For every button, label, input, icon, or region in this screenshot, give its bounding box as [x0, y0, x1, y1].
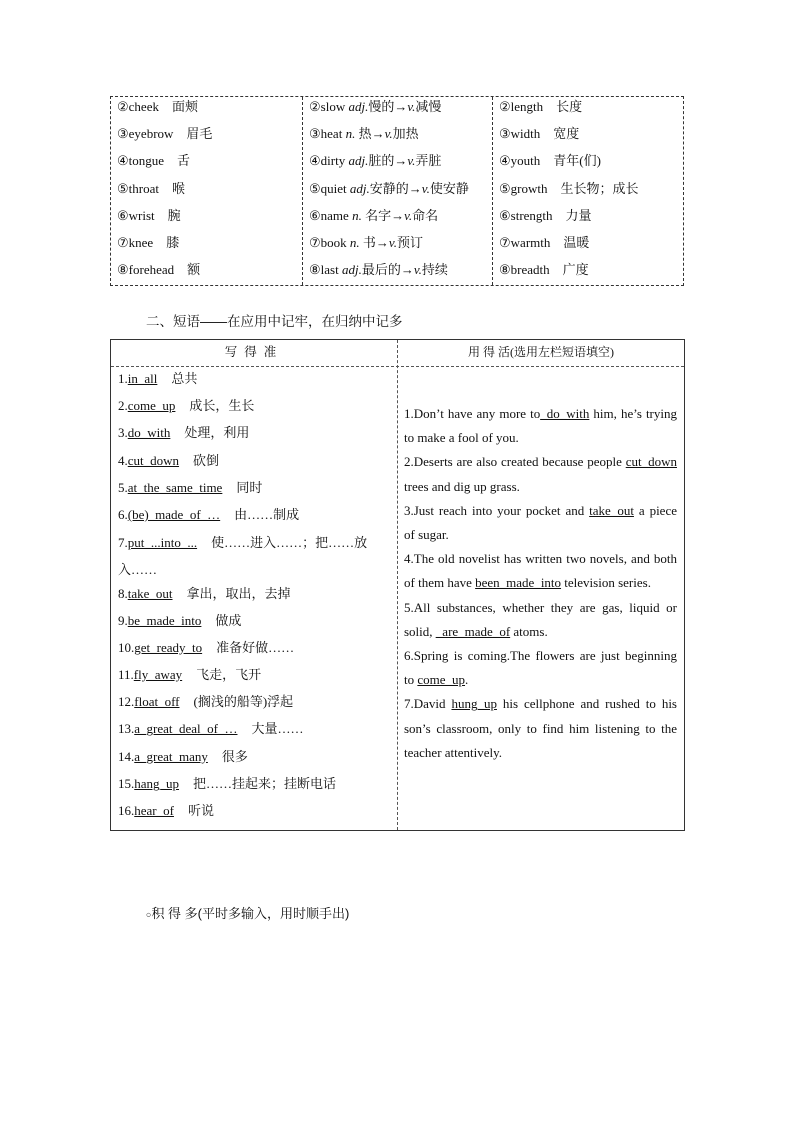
phrase-answer: a_great_deal_of_…: [134, 721, 238, 737]
phrase-number: 8.: [118, 585, 128, 601]
phrase-meaning: 听说: [187, 803, 214, 819]
vocab-box: [110, 96, 684, 286]
vocab-item: ②cheek 面颊: [117, 99, 198, 114]
phrase-number: 15.: [118, 775, 135, 791]
vocab-item: ⑥wrist 腕: [117, 207, 181, 223]
phrase-answer: be_made_into: [127, 612, 202, 628]
phrase-meaning: 成长，生长: [189, 398, 255, 414]
exercise-text: atoms.: [510, 623, 548, 639]
phrase-item: [118, 423, 390, 450]
column-divider: [397, 340, 398, 830]
phrase-item: [118, 801, 390, 828]
phrase-number: 4.: [118, 452, 128, 468]
exercise-text: a piece of sugar.: [404, 502, 677, 543]
exercise-text: 5.All substances, whether they are gas, liquid or solid,: [404, 599, 677, 639]
phrase-answer: put_...into_...: [127, 535, 198, 551]
footer-note: [146, 903, 349, 922]
phrase-meaning: 同时: [236, 479, 263, 495]
vocab-item: ⑦warmth 温暖: [499, 234, 590, 250]
vocab-item: ⑥strength 力量: [499, 207, 592, 223]
exercise-text: television series.: [561, 575, 651, 591]
phrase-meaning: 大量……: [251, 721, 304, 737]
vocab-column-nouns: [493, 97, 683, 285]
exercise-answer: hung_up: [451, 696, 497, 712]
phrase-answer: at_the_same_time: [127, 479, 223, 495]
phrase-list: [118, 369, 390, 828]
phrase-answer: get_ready_to: [134, 639, 203, 655]
exercise-answer: come_up: [417, 672, 466, 688]
exercise-sentence: [404, 450, 677, 498]
exercise-answer: been_made_into: [475, 575, 562, 591]
phrase-number: 14.: [118, 748, 135, 764]
phrase-answer: take_out: [127, 585, 173, 601]
phrase-meaning: 砍倒: [193, 452, 220, 468]
exercise-text: 7.David: [404, 696, 452, 712]
exercise-text: 2.Deserts are also created because people: [404, 454, 626, 470]
exercise-answer: _are_made_of: [435, 623, 511, 639]
phrase-answer: come_up: [127, 398, 176, 414]
phrase-item: [118, 665, 390, 692]
vocab-item: ③eyebrow 眉毛: [117, 126, 213, 142]
vocab-item: ③width 宽度: [499, 126, 580, 142]
phrase-answer: float_off: [134, 694, 180, 710]
phrase-item: [118, 719, 390, 746]
phrase-item: [118, 396, 390, 423]
phrase-item: [118, 692, 390, 719]
phrase-item: [118, 611, 390, 638]
exercise-sentence: [404, 644, 677, 692]
vocab-item: ⑧last adj.最后的→v.持续: [309, 262, 448, 278]
phrase-meaning: 拿出，取出，去掉: [186, 585, 291, 601]
vocab-column-word-formation: [303, 97, 493, 285]
phrase-number: 16.: [118, 803, 135, 819]
exercise-sentence: [404, 692, 677, 765]
vocab-item: ⑤growth 生长物；成长: [499, 180, 639, 196]
section-title: 二、短语——在应用中记牢，在归纳中记多: [146, 314, 403, 329]
phrase-answer: (be)_made_of_…: [127, 506, 221, 522]
phrase-answer: do_with: [127, 425, 171, 441]
phrase-number: 5.: [118, 479, 128, 495]
vocab-item: ②length 长度: [499, 99, 583, 114]
exercise-text: him, he’s trying to make a fool of you.: [404, 406, 677, 446]
header-write-accurately: 写得准: [224, 345, 284, 359]
phrase-item: [118, 638, 390, 665]
exercise-sentence: [404, 499, 677, 547]
phrase-meaning: 飞走，飞开: [196, 667, 262, 683]
exercise-text: .: [465, 672, 469, 688]
exercise-answer: take_out: [589, 502, 634, 518]
phrase-number: 11.: [118, 667, 134, 683]
phrase-answer: cut_down: [127, 452, 180, 468]
phrase-meaning: 使……进入……；把……放入……: [118, 535, 368, 578]
phrase-meaning: 做成: [215, 612, 242, 628]
phrase-meaning: 把……挂起来；挂断电话: [193, 775, 337, 791]
phrase-meaning: 由……制成: [234, 506, 300, 522]
phrase-answer: fly_away: [133, 667, 183, 683]
phrase-meaning: 准备好做……: [216, 639, 295, 655]
phrase-meaning: 处理，利用: [184, 425, 250, 441]
exercise-sentence: [404, 402, 677, 450]
circle-bullet-icon: ○: [146, 909, 152, 920]
vocab-item: ⑧breadth 广度: [499, 262, 589, 278]
phrase-number: 7.: [118, 535, 128, 551]
exercise-sentence: [404, 596, 677, 644]
phrase-item: [118, 529, 390, 583]
header-use-flexibly: 用 得 活(选用左栏短语填空): [468, 345, 614, 359]
exercise-text: 4.The old novelist has written two novels, and both of them have: [404, 551, 677, 591]
vocab-item: ⑦knee 膝: [117, 234, 180, 250]
phrase-answer: in_all: [127, 371, 158, 386]
phrase-number: 12.: [118, 694, 135, 710]
vocab-item: ④youth 青年(们): [499, 153, 601, 169]
phrase-item: [118, 451, 390, 478]
footer-text: 积 得 多(平时多输入，用时顺手出): [151, 906, 350, 921]
phrase-number: 1.: [118, 371, 128, 386]
exercise-text: 3.Just reach into your pocket and: [404, 502, 590, 518]
vocab-item: ④tongue 舌: [117, 153, 191, 169]
phrase-number: 10.: [118, 639, 135, 655]
vocab-item: ⑥name n. 名字→v.命名: [309, 207, 439, 223]
vocab-item: ④dirty adj.脏的→v.弄脏: [309, 153, 442, 169]
exercise-answer: _do_with: [540, 406, 590, 421]
phrase-number: 2.: [118, 398, 128, 414]
phrase-item: [118, 584, 390, 611]
phrase-item: [118, 369, 390, 396]
vocab-item: ⑧forehead 额: [117, 262, 201, 278]
phrase-answer: hear_of: [134, 803, 174, 819]
vocab-item: ③heat n. 热→v.加热: [309, 126, 419, 142]
phrase-number: 13.: [118, 721, 135, 737]
vocab-item: ②slow adj.慢的→v.减慢: [309, 99, 442, 114]
phrase-item: [118, 478, 390, 505]
exercise-text: 1.Don’t have any more to: [404, 406, 541, 421]
phrase-number: 6.: [118, 506, 128, 522]
exercise-answer: cut_down: [625, 454, 677, 470]
phrase-meaning: 总共: [171, 371, 198, 386]
phrase-item: [118, 505, 390, 532]
exercise-text: trees and dig up grass.: [404, 478, 520, 494]
phrase-number: 3.: [118, 425, 128, 441]
phrase-item: [118, 774, 390, 801]
exercise-list: [404, 402, 677, 765]
phrase-number: 9.: [118, 612, 128, 628]
vocab-item: ⑤quiet adj.安静的→v.使安静: [309, 180, 469, 196]
phrase-answer: a_great_many: [134, 748, 208, 764]
vocab-item: ⑤throat 喉: [117, 180, 185, 196]
exercise-sentence: [404, 547, 677, 595]
phrase-meaning: (搁浅的船等)浮起: [193, 694, 294, 710]
exercise-text: his cellphone and rushed to his son’s classroom, only to find him listening to the teacher attentively.: [404, 696, 677, 760]
phrase-meaning: 很多: [221, 748, 248, 764]
exercise-text: 6.Spring is coming.The flowers are just beginning to: [404, 648, 677, 688]
phrase-answer: hang_up: [134, 775, 180, 791]
phrase-table: [110, 339, 685, 831]
vocab-item: ⑦book n. 书→v.预订: [309, 234, 423, 250]
phrase-item: [118, 747, 390, 774]
vocab-column-body-parts: [111, 97, 303, 285]
